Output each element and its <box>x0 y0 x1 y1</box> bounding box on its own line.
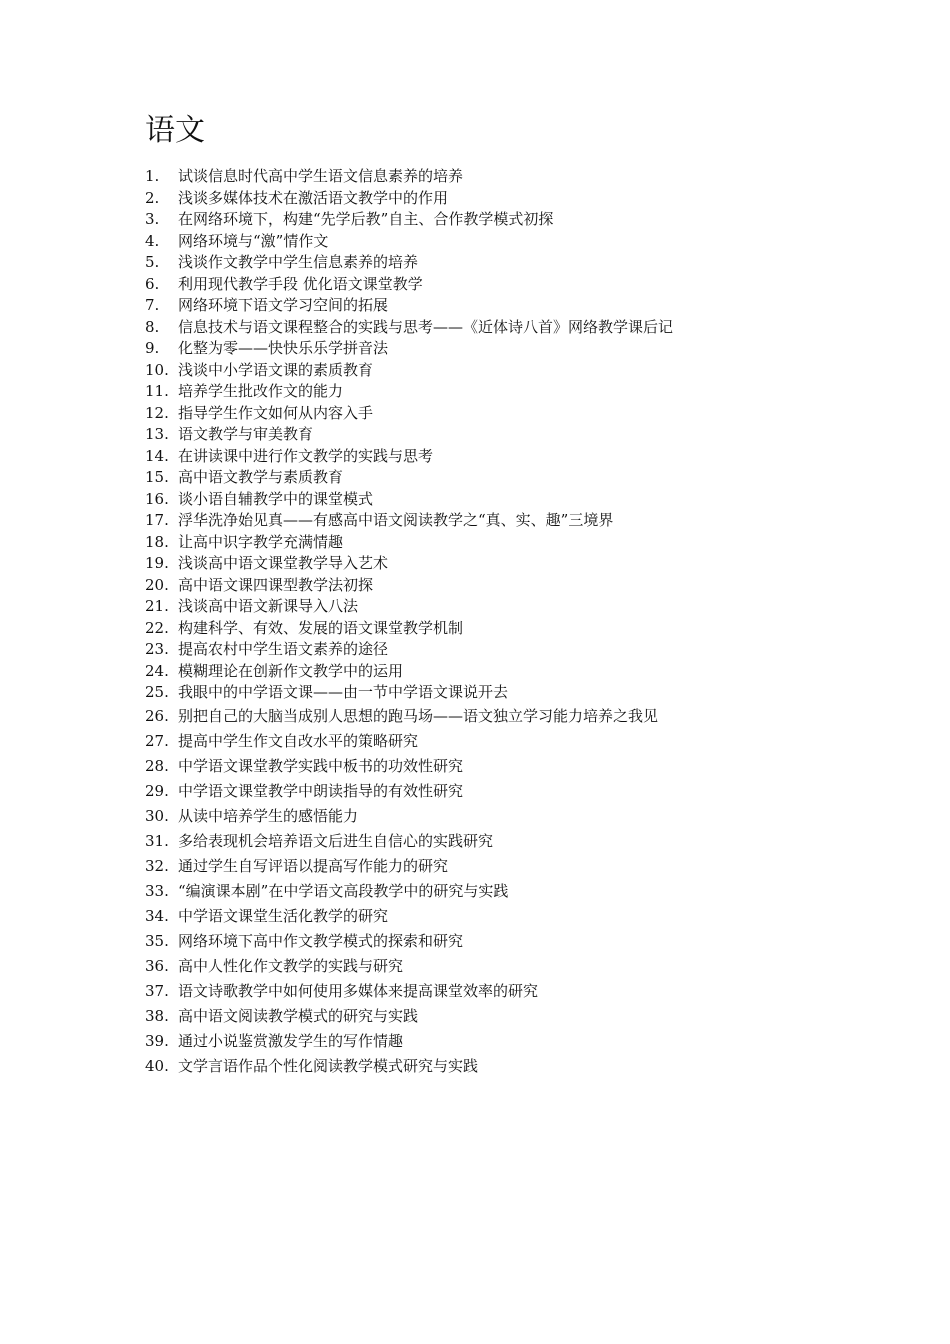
list-item-text: 化整为零——快快乐乐学拼音法 <box>178 339 389 357</box>
list-item <box>145 596 785 618</box>
list-item-text: 让高中识字教学充满情趣 <box>178 532 344 551</box>
list-item-text: “编演课本剧”在中学语文高段教学中的研究与实践 <box>178 881 509 900</box>
list-item-text: 信息技术与语文课程整合的实践与思考——《近体诗八首》网络教学课后记 <box>178 317 674 336</box>
list-item-text: 语文诗歌教学中如何使用多媒体来提高课堂效率的研究 <box>178 981 539 1000</box>
document-title: 语文 <box>145 113 205 148</box>
list-item <box>145 779 785 804</box>
list-item-text: 从读中培养学生的感悟能力 <box>178 806 359 825</box>
list-item-text: 网络环境下高中作文教学模式的探索和研究 <box>178 931 464 950</box>
list-item <box>145 424 785 446</box>
list-item-text: 构建科学、有效、发展的语文课堂教学机制 <box>178 618 464 637</box>
list-item-number: 25. <box>145 683 169 701</box>
list-item-number: 2. <box>145 188 160 207</box>
list-item-number: 28. <box>145 756 169 775</box>
list-item-text: 别把自己的大脑当成别人思想的跑马场——语文独立学习能力培养之我见 <box>178 706 659 725</box>
list-item <box>145 729 785 754</box>
list-item-number: 13. <box>145 425 169 443</box>
list-item <box>145 829 785 854</box>
list-item-text: 通过学生自写评语以提高写作能力的研究 <box>178 856 449 875</box>
list-item <box>145 360 785 382</box>
list-item-text: 在讲读课中进行作文教学的实践与思考 <box>178 446 434 465</box>
list-item <box>145 979 785 1004</box>
list-item-text: 培养学生批改作文的能力 <box>178 382 344 400</box>
list-item-text: 浅谈高中语文新课导入八法 <box>178 597 359 615</box>
list-item-number: 7. <box>145 296 160 314</box>
list-item <box>145 879 785 904</box>
list-item-text: 高中语文阅读教学模式的研究与实践 <box>178 1006 419 1025</box>
list-item-number: 34. <box>145 906 169 925</box>
list-item <box>145 1054 785 1079</box>
list-item <box>145 804 785 829</box>
list-item <box>145 929 785 954</box>
list-item-text: 通过小说鉴赏激发学生的写作情趣 <box>178 1031 404 1050</box>
list-item-number: 6. <box>145 274 160 293</box>
list-item-number: 29. <box>145 781 169 800</box>
list-item-number: 23. <box>145 640 169 658</box>
topic-list <box>145 166 785 1079</box>
list-item <box>145 1029 785 1054</box>
list-item-number: 15. <box>145 468 169 486</box>
list-item <box>145 553 785 575</box>
list-item <box>145 188 785 210</box>
list-item <box>145 754 785 779</box>
list-item-number: 24. <box>145 661 169 680</box>
list-item-number: 31. <box>145 831 169 850</box>
list-item-text: 文学言语作品个性化阅读教学模式研究与实践 <box>178 1056 479 1075</box>
list-item <box>145 166 785 188</box>
list-item-text: 浮华洗净始见真——有感高中语文阅读教学之“真、实、趣”三境界 <box>178 511 614 529</box>
list-item <box>145 231 785 253</box>
list-item <box>145 532 785 554</box>
list-item-text: 浅谈作文教学中学生信息素养的培养 <box>178 253 419 271</box>
list-item-number: 5. <box>145 253 160 271</box>
list-item-number: 10. <box>145 360 169 379</box>
list-item <box>145 618 785 640</box>
list-item-number: 4. <box>145 231 160 250</box>
list-item-number: 35. <box>145 931 169 950</box>
list-item-number: 38. <box>145 1006 169 1025</box>
list-item-number: 27. <box>145 731 169 750</box>
list-item-text: 在网络环境下，构建“先学后教”自主、合作教学模式初探 <box>178 210 554 228</box>
list-item <box>145 274 785 296</box>
list-item <box>145 489 785 511</box>
list-item <box>145 338 785 360</box>
list-item-number: 21. <box>145 597 169 615</box>
list-item <box>145 467 785 489</box>
list-item <box>145 904 785 929</box>
list-item-number: 8. <box>145 317 160 336</box>
list-item <box>145 381 785 403</box>
list-item <box>145 295 785 317</box>
list-item-text: 中学语文课堂教学中朗读指导的有效性研究 <box>178 781 464 800</box>
list-item <box>145 252 785 274</box>
list-item <box>145 1004 785 1029</box>
list-item-text: 高中人性化作文教学的实践与研究 <box>178 956 404 975</box>
list-item <box>145 510 785 532</box>
list-item <box>145 854 785 879</box>
list-item-text: 浅谈高中语文课堂教学导入艺术 <box>178 554 389 572</box>
list-item <box>145 575 785 597</box>
list-item <box>145 446 785 468</box>
list-item-number: 19. <box>145 554 169 572</box>
list-item-text: 指导学生作文如何从内容入手 <box>178 403 374 422</box>
list-item-number: 3. <box>145 210 160 228</box>
list-item-text: 浅谈中小学语文课的素质教育 <box>178 360 374 379</box>
list-item-text: 浅谈多媒体技术在激活语文教学中的作用 <box>178 188 449 207</box>
list-item-number: 39. <box>145 1031 169 1050</box>
list-item-text: 我眼中的中学语文课——由一节中学语文课说开去 <box>178 683 509 701</box>
list-item-number: 1. <box>145 167 160 185</box>
list-item-text: 高中语文教学与素质教育 <box>178 468 344 486</box>
list-item <box>145 209 785 231</box>
list-item <box>145 704 785 729</box>
list-item-text: 提高农村中学生语文素养的途径 <box>178 640 389 658</box>
list-item-text: 中学语文课堂生活化教学的研究 <box>178 906 389 925</box>
list-item-number: 33. <box>145 881 169 900</box>
list-item-number: 40. <box>145 1056 169 1075</box>
list-item <box>145 682 785 704</box>
list-item-text: 试谈信息时代高中学生语文信息素养的培养 <box>178 167 464 185</box>
list-item <box>145 403 785 425</box>
list-item-number: 32. <box>145 856 169 875</box>
list-item-text: 网络环境与“激”情作文 <box>178 231 329 250</box>
list-item <box>145 954 785 979</box>
list-item-number: 30. <box>145 806 169 825</box>
list-item-number: 12. <box>145 403 169 422</box>
list-item-number: 9. <box>145 339 160 357</box>
list-item-number: 14. <box>145 446 169 465</box>
list-item-number: 26. <box>145 706 169 725</box>
list-item-number: 16. <box>145 489 169 508</box>
list-item-text: 网络环境下语文学习空间的拓展 <box>178 296 389 314</box>
list-item <box>145 317 785 339</box>
list-item-text: 提高中学生作文自改水平的策略研究 <box>178 731 419 750</box>
list-item <box>145 639 785 661</box>
list-item-number: 17. <box>145 511 169 529</box>
list-item-number: 22. <box>145 618 169 637</box>
list-item-text: 模糊理论在创新作文教学中的运用 <box>178 661 404 680</box>
list-item-number: 37. <box>145 981 169 1000</box>
list-item-number: 20. <box>145 575 169 594</box>
list-item-text: 中学语文课堂教学实践中板书的功效性研究 <box>178 756 464 775</box>
list-item-number: 11. <box>145 382 169 400</box>
list-item-text: 高中语文课四课型教学法初探 <box>178 575 374 594</box>
list-item-text: 利用现代教学手段 优化语文课堂教学 <box>178 274 423 293</box>
list-item-number: 36. <box>145 956 169 975</box>
list-item-number: 18. <box>145 532 169 551</box>
list-item-text: 多给表现机会培养语文后进生自信心的实践研究 <box>178 831 494 850</box>
list-item <box>145 661 785 683</box>
list-item-text: 语文教学与审美教育 <box>178 425 314 443</box>
list-item-text: 谈小语自辅教学中的课堂模式 <box>178 489 374 508</box>
